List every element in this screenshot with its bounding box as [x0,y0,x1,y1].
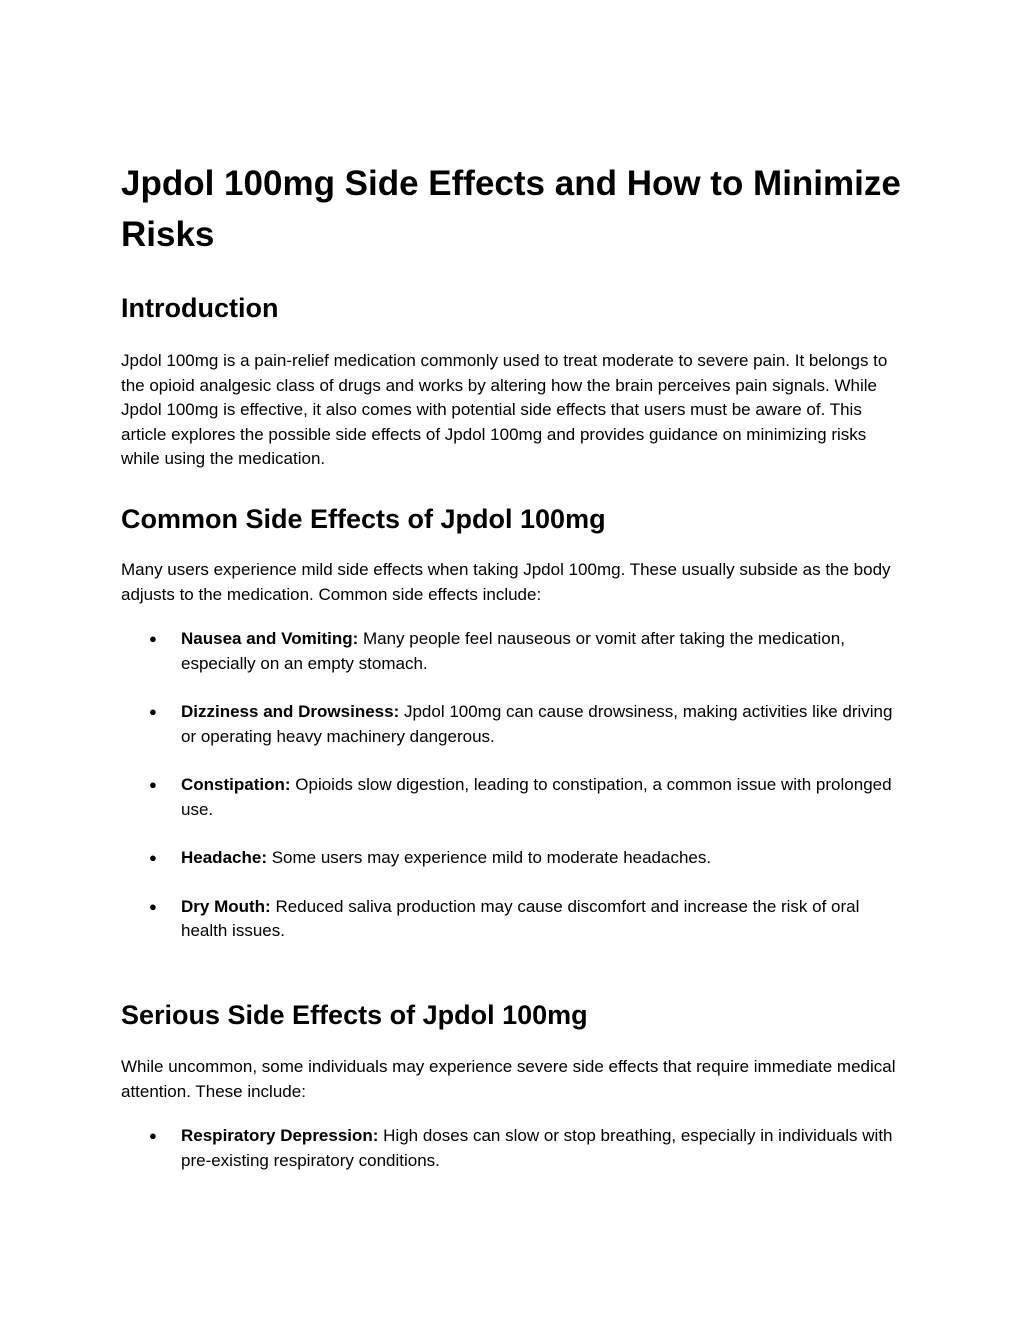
list-item-text: Reduced saliva production may cause discomfort and increase the risk of oral health issues. [181,896,860,940]
bullet-icon: ● [149,850,157,865]
list-item-text: Some users may experience mild to moderate headaches. [266,848,712,867]
list-item-term: Constipation: [181,775,291,794]
list-item [121,1124,906,1173]
list-item-text: Many people feel nauseous or vomit after taking the medication, especially on an empty stomach. [181,629,845,673]
section-heading-common-side-effects: Common Side Effects of Jpdol 100mg [121,504,606,534]
list-item [121,773,906,822]
list-item-term: Nausea and Vomiting: [181,629,359,648]
common-side-effects-paragraph: Many users experience mild side effects when taking Jpdol 100mg. These usually subside as the body adjusts to the medication. Common side effects include: [121,560,891,604]
list-item [121,895,906,944]
list-item [121,846,906,871]
list-item [121,700,906,749]
list-item-term: Headache: [181,848,267,867]
bullet-icon: ● [149,704,157,719]
list-item [121,627,906,676]
list-item-text: Opioids slow digestion, leading to constipation, a common issue with prolonged use. [181,775,892,819]
document-title: Jpdol 100mg Side Effects and How to Minimize Risks [121,164,901,254]
serious-side-effects-list [121,1124,906,1197]
bullet-icon: ● [149,777,157,792]
bullet-icon: ● [149,1128,157,1143]
common-side-effects-list [121,627,906,968]
list-item-term: Dizziness and Drowsiness: [181,702,400,721]
list-item-text: Jpdol 100mg can cause drowsiness, making activities like driving or operating heavy machinery dangerous. [181,702,893,746]
serious-side-effects-paragraph: While uncommon, some individuals may experience severe side effects that require immediate medical attention. These include: [121,1057,896,1101]
list-item-term: Dry Mouth: [181,896,271,916]
list-item-text: High doses can slow or stop breathing, especially in individuals with pre-existing respiratory conditions. [181,1126,893,1170]
bullet-icon: ● [149,631,157,646]
introduction-paragraph: Jpdol 100mg is a pain-relief medication commonly used to treat moderate to severe pain. It belongs to the opioid analgesic class of drugs and works by altering how the brain perceives pain signals. While Jpdol 100mg is effective, it also comes with potential side effects that users must be aware of. This article explores the possible side effects of Jpdol 100mg and provides guidance on minimizing risks while using the medication. [121,351,888,468]
section-heading-introduction: Introduction [121,293,279,323]
section-heading-serious-side-effects: Serious Side Effects of Jpdol 100mg [121,1000,588,1030]
list-item-term: Respiratory Depression: [181,1126,379,1145]
bullet-icon: ● [149,898,157,914]
